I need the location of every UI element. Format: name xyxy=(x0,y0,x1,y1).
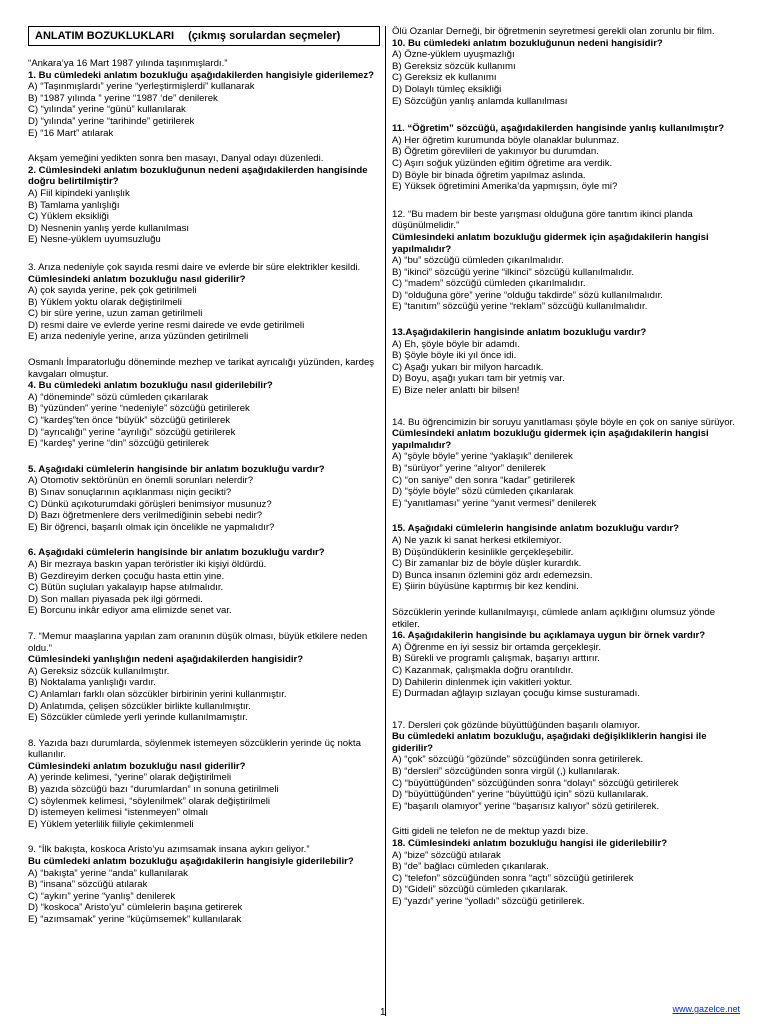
question-premise: 12. “Bu madem bir beste yarışması olduğuna göre tanıtım ikinci planda düşünülmelidir.” xyxy=(392,208,693,232)
question-premise: 7. “Memur maaşlarına yapılan zam oranının düşük olması, büyük etkilere neden oldu.” xyxy=(28,630,368,654)
question-stem: 6. Aşağıdaki cümlelerin hangisinde bir anlatım bozukluğu vardır? xyxy=(28,547,325,559)
answer-option: A) Bir mezraya baskın yapan teröristler iki kişiyi öldürdü. xyxy=(28,558,267,570)
question-stem: 18. Cümlesindeki anlatım bozukluğu hangisi ile giderilebilir? xyxy=(392,838,668,850)
answer-option: B) Öğretim görevlileri de yakınıyor bu durumdan. xyxy=(392,146,599,158)
answer-option: D) Bunca insanın özlemini göz ardı edemezsin. xyxy=(392,569,593,581)
answer-option: A) “Taşınmışlardı” yerine “yerleştirmişlerdi” kullanarak xyxy=(28,81,255,93)
question-stem: Cümlesindeki anlatım bozukluğu nasıl giderilir? xyxy=(28,273,246,285)
question-stem: Cümlesindeki anlatım bozukluğu gidermek için aşağıdakilerin hangisi yapılmalıdır? xyxy=(392,231,709,255)
answer-option: C) Kazanmak, çalışmakla doğru orantılıdır. xyxy=(392,664,574,676)
answer-option: D) Boyu, aşağı yukarı tam bir yetmiş var. xyxy=(392,373,565,385)
column-divider xyxy=(385,26,386,1016)
answer-option: A) “çok” sözcüğü “gözünde” sözcüğünden sonra getirilerek. xyxy=(392,754,644,766)
answer-option: E) “tanıtım” sözcüğü yerine “reklam” sözcüğü kullanılmalıdır. xyxy=(392,301,648,313)
answer-option: E) “kardeş” yerine “din” sözcüğü getirilerek xyxy=(28,438,209,450)
question-block xyxy=(392,523,744,593)
answer-option: A) yerinde kelimesi, “yerine” olarak değiştirilmeli xyxy=(28,772,232,784)
question-stem: Cümlesindeki anlatım bozukluğu gidermek için aşağıdakilerin hangisi yapılmalıdır? xyxy=(392,428,709,451)
answer-option: A) Öğrenme en iyi sessiz bir ortamda gerçekleşir. xyxy=(392,641,602,653)
question-stem: 1. Bu cümledeki anlatım bozukluğu aşağıdakilerden hangisiyle giderilemez? xyxy=(28,69,375,81)
question-premise: Osmanlı İmparatorluğu döneminde mezhep ve tarikat ayrıcalığı yüzünden, kardeş kavgaları olmuştur. xyxy=(28,357,375,380)
question-stem: Cümlesindeki anlatım bozukluğu nasıl giderilir? xyxy=(28,760,246,772)
answer-option: D) resmi daire ve evlerde yerine resmi dairede ve evde getirilmeli xyxy=(28,319,305,331)
answer-option: C) “yılında” yerine “günü” kullanılarak xyxy=(28,104,186,116)
question-block xyxy=(392,417,744,510)
question-block xyxy=(28,153,380,246)
question-block xyxy=(28,357,380,450)
answer-option: E) arıza nedeniyle yerine, arıza yüzünden getirilmeli xyxy=(28,331,249,343)
answer-option: B) Gezdireyim derken çocuğu hasta ettin yine. xyxy=(28,570,225,582)
answer-option: C) “büyüttüğünden” sözcüğünden sonra “dolayı” sözcüğü getirilerek xyxy=(392,777,679,789)
question-premise: 9. “İlk bakışta, koskoca Aristo’yu azımsamak insana aykırı geliyor.” xyxy=(28,844,310,856)
answer-option: C) bir süre yerine, uzun zaman getirilmeli xyxy=(28,308,203,320)
answer-option: D) “büyüttüğünden” yerine “büyüttüğü için” sözü kullanılarak. xyxy=(392,789,649,801)
answer-option: D) “yılında” yerine “tarihinde” getirilerek xyxy=(28,115,195,127)
question-block xyxy=(392,607,744,700)
answer-option: E) Sözcüğün yanlış anlamda kullanılması xyxy=(392,95,568,107)
answer-option: D) istemeyen kelimesi “istenmeyen” olmalı xyxy=(28,807,209,819)
title-subtitle: (çıkmış sorulardan seçmeler) xyxy=(188,30,341,42)
question-block xyxy=(28,844,380,925)
page-title xyxy=(28,26,380,46)
answer-option: E) Bize neler anlattı bir bilsen! xyxy=(392,385,520,397)
question-stem: Cümlesindeki yanlışlığın nedeni aşağıdakilerden hangisidir? xyxy=(28,654,304,666)
answer-option: B) Düşündüklerin kesinlikle gerçekleşebilir. xyxy=(392,546,574,558)
question-block xyxy=(392,209,744,313)
answer-option: D) Dahilerin dinlenmek için vakitleri yoktur. xyxy=(392,676,573,688)
question-premise: Gitti gideli ne telefon ne de mektup yazdı bize. xyxy=(392,826,589,838)
question-block xyxy=(28,738,380,831)
question-block xyxy=(28,547,380,617)
answer-option: B) “1987 yılında ” yerine “1987 ‘de” denilerek xyxy=(28,92,218,104)
title-text: ANLATIM BOZUKLUKLARI xyxy=(35,30,175,42)
question-stem: 16. Aşağıdakilerin hangisinde bu açıklamaya uygun bir örnek vardır? xyxy=(392,630,706,642)
answer-option: A) “döneminde” sözü cümleden çıkarılarak xyxy=(28,391,209,403)
answer-option: A) “bize” sözcüğü atılarak xyxy=(392,849,501,861)
question-premise: “Ankara’ya 16 Mart 1987 yılında taşınmışlardı.” xyxy=(28,58,228,69)
answer-option: C) Bütün suçluları yakalayıp hapse atılmalıdır. xyxy=(28,582,224,594)
answer-option: C) Bir zamanlar biz de böyle düşler kurardık. xyxy=(392,558,582,570)
answer-option: C) “madem” sözcüğü cümleden çıkarılmalıdır. xyxy=(392,278,586,290)
answer-option: C) “telefon” sözcüğünden sonra “açtı” sözcüğü getirilerek xyxy=(392,872,634,884)
question-block xyxy=(392,123,744,193)
answer-option: D) Bazı öğretmenlere ders verilmediğinin sebebi nedir? xyxy=(28,510,263,522)
answer-option: E) Sözcükler cümlede yerli yerinde kullanılmamıştır. xyxy=(28,712,248,724)
answer-option: C) Yüklem eksikliği xyxy=(28,211,109,223)
answer-option: E) Şiirin büyüsüne kaptırmış bir kez kendini. xyxy=(392,581,579,593)
left-question-list xyxy=(28,58,380,926)
website-link[interactable]: www.gazelce.net xyxy=(672,1004,740,1014)
right-question-list xyxy=(392,26,744,908)
answer-option: D) “Gideli” sözcüğü cümleden çıkarılarak. xyxy=(392,884,568,896)
answer-option: B) “ikinci” sözcüğü yerine “ilkinci” sözcüğü kullanılmalıdır. xyxy=(392,266,635,278)
question-premise: Ölü Ozanlar Derneği, bir öğretmenin seyretmesi gerekli olan zorunlu bir film. xyxy=(392,26,715,37)
question-block xyxy=(392,826,744,907)
question-block xyxy=(28,464,380,534)
answer-option: B) Sınav sonuçlarının açıklanması niçin gecikti? xyxy=(28,487,232,498)
answer-option: A) Her öğretim kurumunda böyle olanaklar bulunmaz. xyxy=(392,134,620,146)
right-column xyxy=(392,26,744,908)
answer-option: E) Borcunu inkâr ediyor ama elimizde senet var. xyxy=(28,605,232,617)
answer-option: B) Tamlama yanlışlığı xyxy=(28,199,120,211)
question-block xyxy=(28,262,380,343)
answer-option: D) “şöyle böyle” sözü cümleden çıkarılarak xyxy=(392,486,574,498)
answer-option: B) “sürüyor” yerine “alıyor” denilerek xyxy=(392,463,546,474)
question-stem: 15. Aşağıdaki cümlelerin hangisinde anlatım bozukluğu vardır? xyxy=(392,523,679,535)
answer-option: D) Nesnenin yanlış yerde kullanılması xyxy=(28,222,190,234)
answer-option: D) “ayrıcalığı” yerine “ayrılığı” sözcüğü getirilerek xyxy=(28,426,236,438)
question-premise: 3. Arıza nedeniyle çok sayıda resmi daire ve evlerde bir süre elektrikler kesildi. xyxy=(28,261,361,273)
answer-option: B) “yüzünden” yerine “nedeniyle” sözcüğü getirilerek xyxy=(28,403,250,415)
answer-option: E) Bir öğrenci, başarılı olmak için öncelikle ne yapmalıdır? xyxy=(28,521,275,533)
answer-option: E) “yanıtlaması” yerine “yanıt vermesi” denilerek xyxy=(392,497,597,509)
answer-option: D) Dolaylı tümleç eksikliği xyxy=(392,83,502,95)
answer-option: A) Otomotiv sektörünün en önemli sorunları nelerdir? xyxy=(28,475,254,487)
question-block xyxy=(392,720,744,813)
answer-option: C) Gereksiz ek kullanımı xyxy=(392,72,497,84)
question-premise: Akşam yemeğini yedikten sonra ben masayı, Danyal odayı düzenledi. xyxy=(28,153,324,165)
answer-option: B) Şöyle böyle iki yıl önce idi. xyxy=(392,350,517,362)
answer-option: E) Yüklem yeterlilik fiiliyle çekimlenmeli xyxy=(28,818,194,830)
answer-option: B) “insana” sözcüğü atılarak xyxy=(28,879,148,891)
question-premise: Sözcüklerin yerinde kullanılmayışı, cümlede anlam açıklığını olumsuz yönde etkiler. xyxy=(392,606,716,630)
answer-option: A) Özne-yüklem uyuşmazlığı xyxy=(392,49,515,61)
answer-option: D) “koskoca” Aristo’yu” cümlelerin başına getirerek xyxy=(28,902,243,914)
question-block xyxy=(28,631,380,724)
answer-option: B) Gereksiz sözcük kullanımı xyxy=(392,60,516,72)
question-premise: 17. Dersleri çok gözünde büyüttüğünden başarılı olamıyor. xyxy=(392,719,640,731)
answer-option: B) yazıda sözcüğü bazı “durumlardan” ın sonuna getirilmeli xyxy=(28,784,279,796)
answer-option: E) “16 Mart” atılarak xyxy=(28,127,114,139)
answer-option: A) Ne yazık ki sanat herkesi etkilemiyor. xyxy=(392,534,562,546)
left-column xyxy=(28,26,380,926)
question-stem: 5. Aşağıdaki cümlelerin hangisinde bir anlatım bozukluğu vardır? xyxy=(28,463,325,475)
answer-option: B) Sürekli ve programlı çalışmak, başarıyı arttırır. xyxy=(392,653,600,665)
answer-option: C) “on saniye” den sonra “kadar” getirilerek xyxy=(392,474,575,486)
answer-option: C) Anlamları farklı olan sözcükler birbirinin yerini kullanmıştır. xyxy=(28,688,287,700)
answer-option: C) Aşırı soğuk yüzünden eğitim öğretime ara verdik. xyxy=(392,157,613,169)
question-block xyxy=(392,327,744,397)
question-stem: Bu cümledeki anlatım bozukluğu aşağıdakilerin hangisiyle giderilebilir? xyxy=(28,856,354,868)
answer-option: E) “yazdı” yerine “yolladı” sözcüğü getirilerek. xyxy=(392,896,585,907)
answer-option: B) “de” bağlacı cümleden çıkarılarak. xyxy=(392,861,549,873)
answer-option: C) söylenmek kelimesi, “söylenilmek” olarak değiştirilmeli xyxy=(28,795,271,807)
answer-option: C) “aykırı” yerine “yanlış” denilerek xyxy=(28,890,176,902)
question-stem: Bu cümledeki anlatım bozukluğu, aşağıdaki değişikliklerin hangisi ile giderilir? xyxy=(392,731,707,754)
answer-option: B) Yüklem yoktu olarak değiştirilmeli xyxy=(28,296,182,308)
answer-option: D) Anlatımda, çelişen sözcükler birlikte kullanılmıştır. xyxy=(28,700,251,712)
page-number: 1 xyxy=(380,1007,386,1018)
question-block xyxy=(392,26,744,107)
answer-option: E) Durmadan ağlayıp sızlayan çocuğu kimse susturamadı. xyxy=(392,688,640,700)
answer-option: A) çok sayıda yerine, pek çok getirilmeli xyxy=(28,285,197,297)
answer-option: B) “dersleri” sözcüğünden sonra virgül (,) kullanılarak. xyxy=(392,766,620,778)
answer-option: C) Aşağı yukarı bir milyon harcadık. xyxy=(392,361,544,373)
answer-option: D) Son malları piyasada pek ilgi görmedi. xyxy=(28,593,203,605)
question-block xyxy=(28,58,380,139)
answer-option: A) “şöyle böyle” yerine “yaklaşık” denilerek xyxy=(392,451,573,463)
answer-option: E) “azımsamak” yerine “küçümsemek” kullanılarak xyxy=(28,914,242,925)
question-stem: 2. Cümlesindeki anlatım bozukluğunun nedeni aşağıdakilerden hangisinde doğru belirtilmiştir? xyxy=(28,164,368,188)
question-stem: 10. Bu cümledeki anlatım bozukluğunun nedeni hangisidir? xyxy=(392,37,663,49)
answer-option: C) “kardeş”ten önce “büyük” sözcüğü getirilerek xyxy=(28,415,231,427)
answer-option: C) Dünkü açıkoturumdaki görüşleri benimsiyor musunuz? xyxy=(28,498,272,510)
answer-option: A) “bakışta” yerine “anda” kullanılarak xyxy=(28,867,188,879)
question-premise: 8. Yazıda bazı durumlarda, söylenmek istemeyen sözcüklerin yerinde üç nokta kullanılır. xyxy=(28,737,361,761)
answer-option: A) Gereksiz sözcük kullanılmıştır. xyxy=(28,665,170,677)
answer-option: E) “başarılı olamıyor” yerine “başarısız kalıyor” sözü getirilerek. xyxy=(392,800,660,812)
question-stem: 13.Aşağıdakilerin hangisinde anlatım bozukluğu vardır? xyxy=(392,327,647,339)
question-premise: 14. Bu öğrencimizin bir soruyu yanıtlaması şöyle böyle en çok on saniye sürüyor. xyxy=(392,416,735,428)
answer-option: A) Fiil kipindeki yanlışlık xyxy=(28,187,130,199)
answer-option: B) Noktalama yanlışlığı vardır. xyxy=(28,677,156,689)
question-stem: 4. Bu cümledeki anlatım bozukluğu nasıl giderilebilir? xyxy=(28,380,273,392)
answer-option: E) Yüksek öğretimini Amerika’da yapmışsın, öyle mi? xyxy=(392,181,618,193)
answer-option: E) Nesne-yüklem uyumsuzluğu xyxy=(28,234,161,246)
question-stem: 11. “Öğretim” sözcüğü, aşağıdakilerden hangisinde yanlış kullanılmıştır? xyxy=(392,123,725,135)
answer-option: A) Eh, şöyle böyle bir adamdı. xyxy=(392,338,520,350)
answer-option: D) Böyle bir binada öğretim yapılmaz aslında. xyxy=(392,169,586,181)
answer-option: A) “bu” sözcüğü cümleden çıkarılmalıdır. xyxy=(392,255,564,267)
answer-option: D) “olduğuna göre” yerine “olduğu takdirde” sözü kullanılmalıdır. xyxy=(392,289,663,301)
